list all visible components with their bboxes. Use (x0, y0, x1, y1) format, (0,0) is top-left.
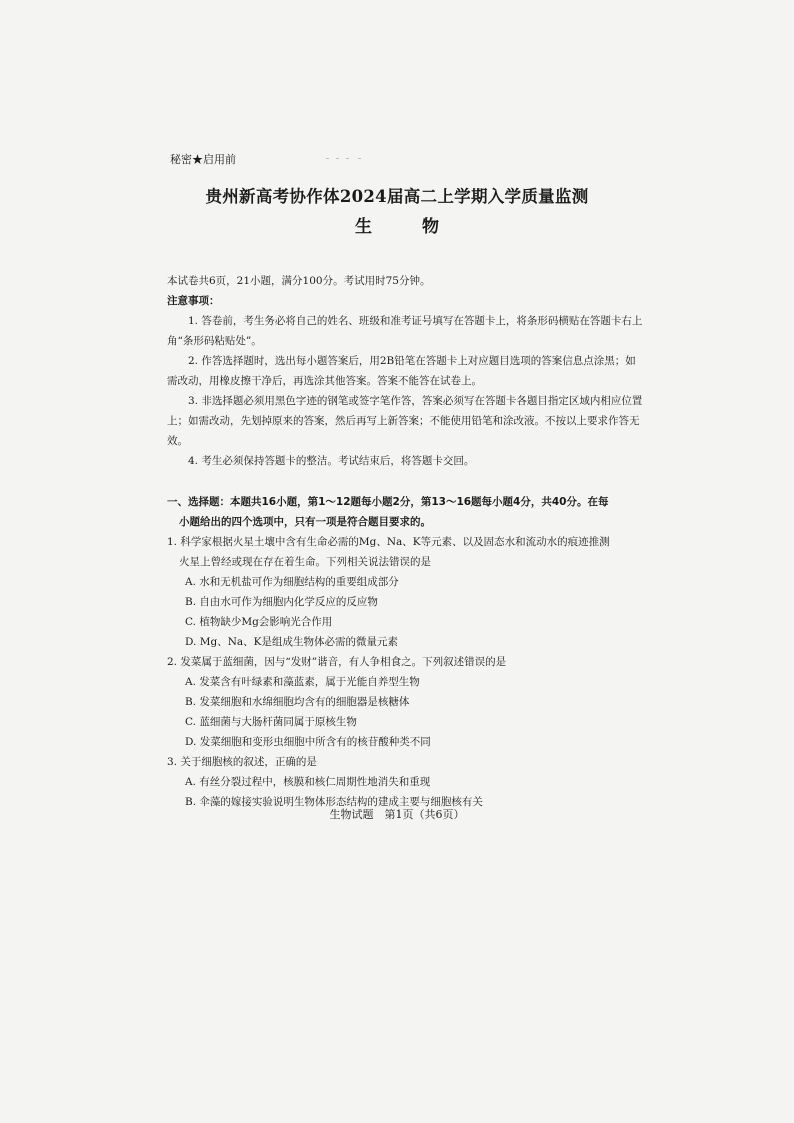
option-a: A. 水和无机盐可作为细胞结构的重要组成部分 (185, 576, 399, 588)
notice-block (167, 291, 645, 471)
exam-intro: 本试卷共6页，21小题，满分100分。考试用时75分钟。 (167, 275, 431, 287)
question-stem: 3. 关于细胞核的叙述，正确的是 (167, 756, 317, 768)
question-stem: 2. 发菜属于蓝细菌，因与“发财”谐音，有人争相食之。下列叙述错误的是 (167, 656, 507, 668)
option-b: B. 自由水可作为细胞内化学反应的反应物 (185, 596, 378, 608)
section-heading-line2: 小题给出的四个选项中，只有一项是符合题目要求的。 (179, 516, 431, 528)
notice-item: 3. 非选择题必须用黑色字迹的钢笔或签字笔作答，答案必须写在答题卡各题目指定区域内相应位置上；如需改动，先划掉原来的答案，然后再写上新答案；不能使用铅笔和涂改液。不按以上要求作答无效。 (167, 395, 643, 447)
scan-speck (358, 158, 361, 159)
notice-heading: 注意事项： (167, 295, 220, 307)
scan-speck (326, 158, 329, 159)
option-b: B. 伞藻的嫁接实验说明生物体形态结构的建成主要与细胞核有关 (185, 796, 483, 808)
notice-item: 2. 作答选择题时，选出每小题答案后，用2B铅笔在答题卡上对应题目选项的答案信息点涂黑；如需改动，用橡皮擦干净后，再选涂其他答案。答案不能答在试卷上。 (167, 355, 636, 387)
question-3 (167, 752, 645, 812)
question-2 (167, 652, 645, 752)
notice-item: 1. 答卷前，考生务必将自己的姓名、班级和准考证号填写在答题卡上，将条形码横贴在答题卡右上角“条形码粘贴处”。 (167, 315, 643, 347)
secret-label: 秘密★启用前 (170, 153, 236, 166)
option-a: A. 发菜含有叶绿素和藻蓝素，属于光能自养型生物 (185, 676, 420, 688)
exam-body (167, 271, 645, 812)
option-c: C. 植物缺少Mg会影响光合作用 (185, 616, 333, 628)
subject-title: 生 物 (355, 217, 461, 237)
page-footer: 生物试题 第1页（共6页） (329, 808, 465, 821)
question-stem-cont: 火星上曾经或现在存在着生命。下列相关说法错误的是 (179, 556, 431, 568)
option-c: C. 蓝细菌与大肠杆菌同属于原核生物 (185, 716, 357, 728)
notice-item: 4. 考生必须保持答题卡的整洁。考试结束后，将答题卡交回。 (188, 455, 475, 467)
option-b: B. 发菜细胞和水绵细胞均含有的细胞器是核糖体 (185, 696, 410, 708)
question-1 (167, 532, 645, 652)
option-d: D. Mg、Na、K是组成生物体必需的微量元素 (185, 636, 398, 648)
question-stem: 1. 科学家根据火星土壤中含有生命必需的Mg、Na、K等元素、以及固态水和流动水的痕迹推测 (167, 536, 610, 548)
option-d: D. 发菜细胞和变形虫细胞中所含有的核苷酸种类不同 (185, 736, 431, 748)
exam-title: 贵州新高考协作体2024届高二上学期入学质量监测 (205, 187, 589, 206)
section-heading (167, 492, 645, 532)
scan-speck (336, 158, 339, 159)
section-heading-line1: 一、选择题：本题共16小题，第1～12题每小题2分，第13～16题每小题4分，共40分。在每 (167, 496, 609, 508)
scan-speck (346, 158, 349, 159)
option-a: A. 有丝分裂过程中，核膜和核仁周期性地消失和重现 (185, 776, 431, 788)
